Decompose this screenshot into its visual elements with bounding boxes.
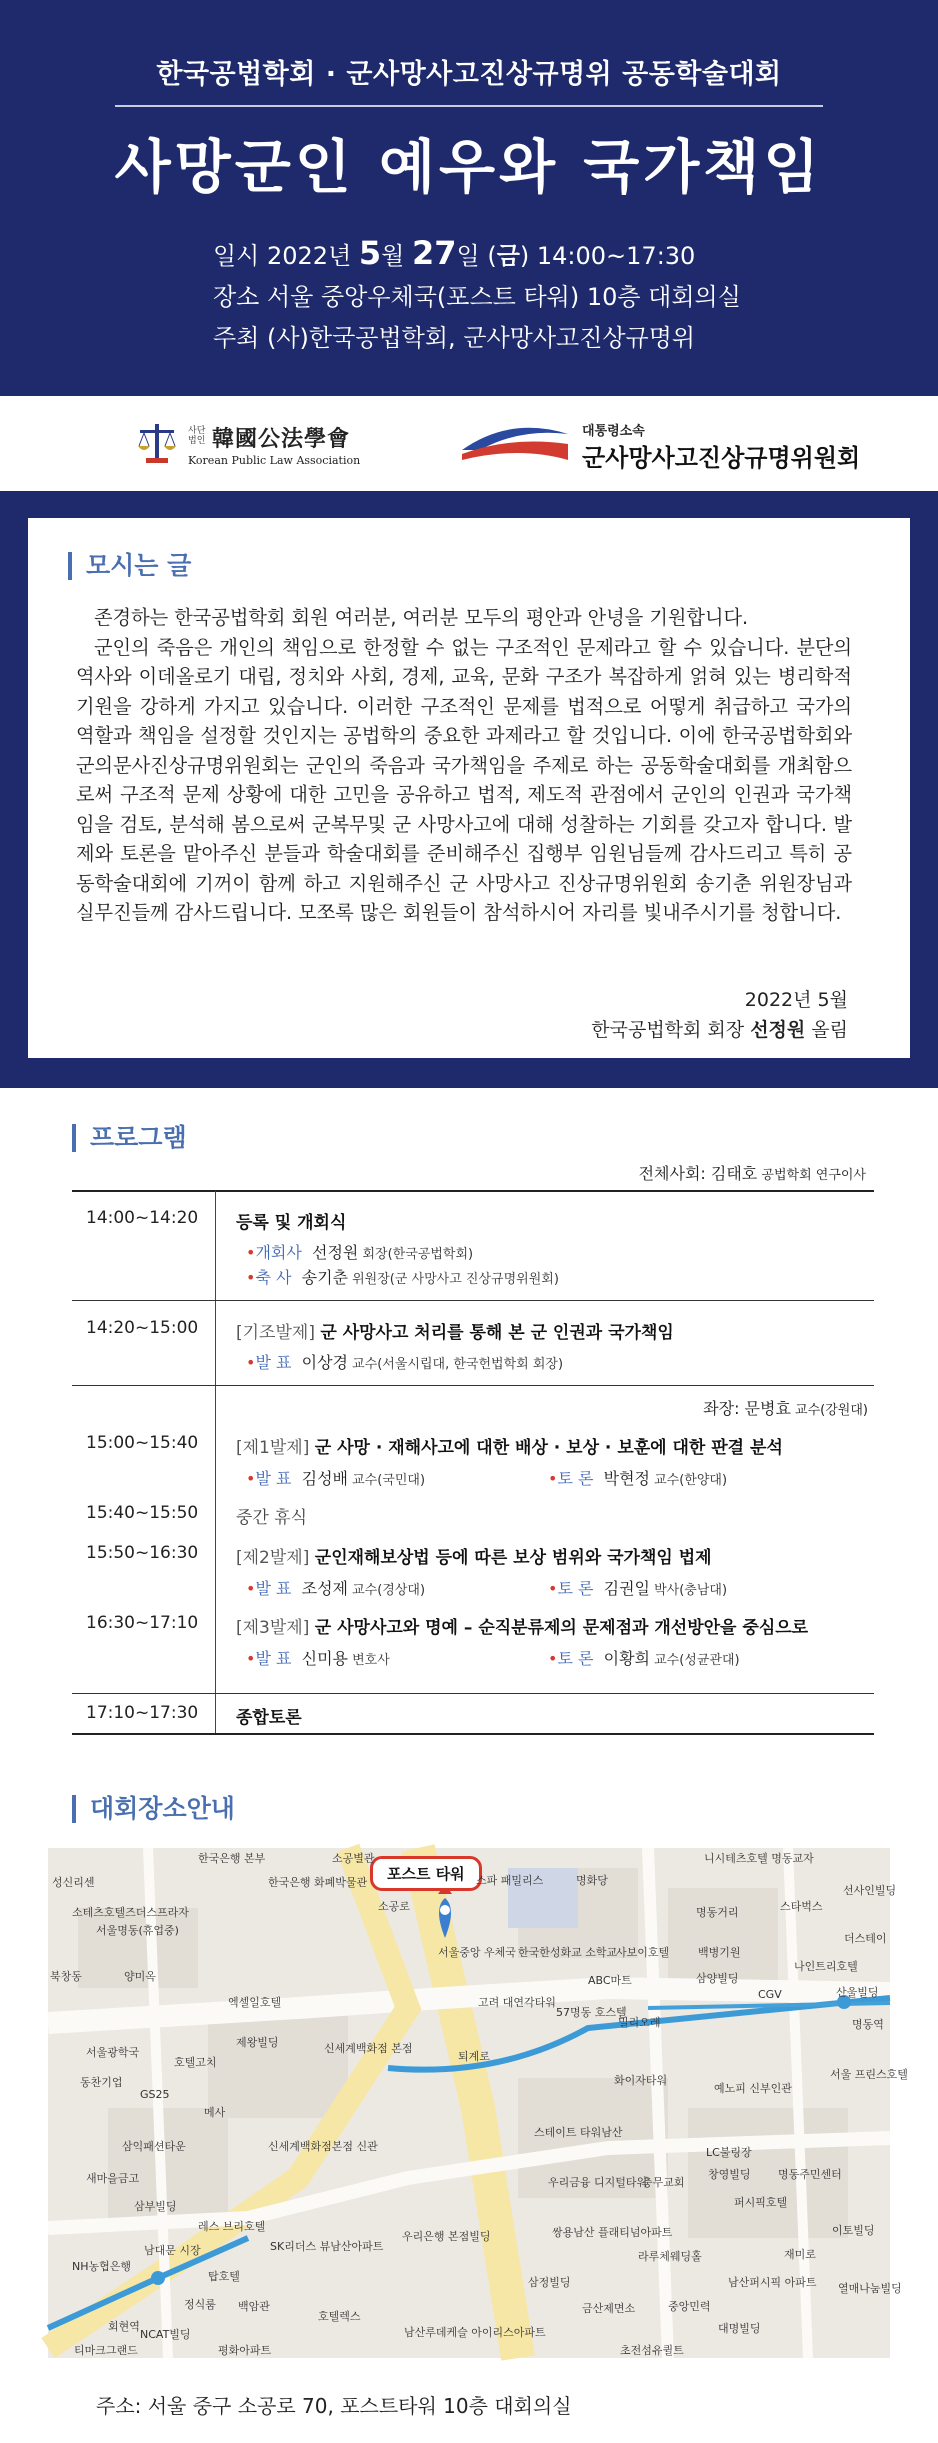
map-label: 신세계백화점 본점 — [324, 2042, 413, 2055]
commission-name: 군사망사고진상규명위원회 — [582, 444, 861, 472]
header-divider — [115, 105, 823, 107]
map-label: SK리더스 뷰남산아파트 — [270, 2240, 384, 2253]
map-label: 니시테츠호텔 명동교자 — [704, 1852, 814, 1865]
map-label: 창영빌딩 — [708, 2168, 751, 2181]
invitation-paragraph: 존경하는 한국공법학회 회원 여러분, 여러분 모두의 평안과 안녕을 기원합니다. — [94, 606, 749, 629]
map-label: 고려 대연각타워 — [478, 1996, 556, 2009]
map-label: 신세계백화점본점 신관 — [268, 2140, 378, 2153]
map-label: 서울 프린스호텔 — [830, 2068, 908, 2081]
program-role: •축 사 송기춘 위원장(군 사망사고 진상규명위원회) — [246, 1268, 559, 1287]
program-item-title: [제3발제] 군 사망사고와 명예 – 순직분류제의 문제점과 개선방안을 중심으로 — [236, 1618, 809, 1638]
map-label: 한국은행 본부 — [198, 1852, 266, 1865]
commission-sub: 대통령소속 — [582, 424, 645, 439]
map-label: 한국은행 화폐박물관 — [268, 1876, 368, 1889]
map-label: 평화아파트 — [218, 2344, 272, 2357]
map-label: 소테츠호텔즈더스프라자 — [72, 1906, 189, 1919]
map-label: 새마을금고 — [86, 2172, 140, 2185]
program-row-rule — [72, 1693, 874, 1694]
program-role: •발 표 조성제 교수(경상대) — [246, 1579, 426, 1598]
program-role: •개회사 선정원 회장(한국공법학회) — [246, 1243, 474, 1262]
venue-title: 대회장소안내 — [72, 1795, 235, 1823]
map-label: 산울빌딩 — [836, 1986, 879, 1999]
map-label: 남대문 시장 — [144, 2244, 201, 2257]
map-marker-label: 포스트 타워 — [370, 1856, 482, 1891]
kpla-hanja: 韓國公法學會 — [212, 426, 351, 452]
program-time: 17:10~17:30 — [86, 1703, 199, 1723]
commission-mark-icon — [460, 420, 570, 466]
map-label: CGV — [758, 1988, 782, 2001]
map-label: 우리은행 본점빌딩 — [402, 2230, 491, 2243]
map-label: 열매나눔빌딩 — [838, 2282, 902, 2295]
map-label: 우리금융 디지털타워 — [548, 2176, 648, 2189]
program-row-rule — [72, 1385, 874, 1386]
program-row-rule — [72, 1300, 874, 1301]
map-label: 스테이트 타워남산 — [534, 2126, 623, 2139]
map-label: 남산루데케슬 아이리스아파트 — [404, 2326, 546, 2339]
map-label: 퍼시픽호텔 — [734, 2196, 788, 2209]
map-label: 남산퍼시픽 아파트 — [728, 2276, 817, 2289]
program-mc: 전체사회: 김태호 공법학회 연구이사 — [638, 1164, 866, 1183]
program-role: •발 표 신미용 변호사 — [246, 1649, 390, 1668]
map-label: 서울광학국 — [86, 2046, 140, 2059]
map-label: NH농협은행 — [72, 2260, 132, 2273]
program-item-title: [제1발제] 군 사망 · 재해사고에 대한 배상 · 보상 · 보훈에 대한 판결 분석 — [236, 1438, 783, 1458]
program-column-divider — [215, 1694, 216, 1734]
program-role: •토 론 김권일 박사(충남대) — [548, 1579, 728, 1598]
map-label: 제왕빌딩 — [236, 2036, 279, 2049]
program-item-title: [제2발제] 군인재해보상법 등에 따른 보상 범위와 국가책임 법제 — [236, 1548, 712, 1568]
map-label: 소공별관 — [332, 1852, 375, 1865]
map-label: 사보이호텔 — [616, 1946, 670, 1959]
org-line: 한국공법학회 · 군사망사고진상규명위 공동학술대회 — [156, 59, 782, 90]
map-label: 명화당 — [576, 1874, 608, 1887]
map-label: 서울중앙 우체국 — [438, 1946, 516, 1959]
map-label: 예노피 신부인관 — [714, 2082, 792, 2095]
map-label: 명동주민센터 — [778, 2168, 842, 2181]
map-label: 중앙민력 — [668, 2300, 711, 2313]
event-host: 주최 (사)한국공법학회, 군사망사고진상규명위 — [213, 324, 696, 352]
program-bottom-rule — [72, 1733, 874, 1735]
map-label: 나인트리호텔 — [794, 1960, 858, 1973]
map-label: 한국한성화교 소학교 — [518, 1946, 618, 1959]
venue-address: 주소: 서울 중구 소공로 70, 포스트타워 10층 대회의실 — [96, 2394, 572, 2418]
invitation-date: 2022년 5월 — [744, 989, 848, 1011]
program-role: •발 표 이상경 교수(서울시립대, 한국헌법학회 회장) — [246, 1353, 564, 1372]
map-label: 대명빌딩 — [718, 2322, 761, 2335]
map-label: 백암관 — [238, 2300, 270, 2313]
program-role: •토 론 박현정 교수(한양대) — [548, 1469, 728, 1488]
program-time: 15:50~16:30 — [86, 1543, 199, 1563]
venue-map[interactable] — [48, 1848, 908, 2358]
invitation-paragraph: 군인의 죽음은 개인의 책임으로 한정할 수 없는 구조적인 문제라고 할 수 있습니다. 분단의 역사와 이데올로기 대립, 정치와 사회, 경제, 교육, 문화 구조가 복잡하게 얽혀 있는 병리학적 기원을 강하게 가지고 있습니다. 이러한 구조적인 문제를 법적으로 어떻게 취급하고 국가의 역할과 책임을 설정할 것인지는 공법학의 중요한 과제라고 할 것입니다. 이에 한국공법학회와 군의문사진상규명위원회는 군인의 죽음과 국가책임을 주제로 하는 공동학술대회를 개최함으로써 구조적 문제 상황에 대한 고민을 공유하고 법적, 제도적 관점에서 군인의 인권과 국가책임을 검토, 분석해 봄으로써 군복무및 군 사망사고에 대해 성찰하는 기회를 갖고자 합니다. 발제와 토론을 맡아주신 분들과 학술대회를 준비해주신 집행부 임원님들께 감사드리고 특히 공동학술대회에 기꺼이 함께 하고 지원해주신 군 사망사고 진상규명위원회 송기춘 위원장님과 실무진들께 감사드립니다. 모쪼록 많은 회원들이 참석하시어 자리를 빛내주시기를 청합니다. — [76, 635, 852, 924]
program-time: 14:00~14:20 — [86, 1208, 199, 1228]
map-label: 57명동 호스텔 — [556, 2006, 627, 2019]
program-time: 16:30~17:10 — [86, 1613, 199, 1633]
program-column-divider — [215, 1191, 216, 1693]
map-label: LC불링장 — [706, 2146, 752, 2159]
map-label: 삼부빌딩 — [134, 2200, 177, 2213]
invitation-signature: 한국공법학회 회장 선정원 올림 — [591, 1019, 848, 1041]
map-label: 서울명동(휴업중) — [96, 1924, 179, 1937]
scales-icon — [132, 418, 182, 468]
map-label: 성신리센 — [52, 1876, 95, 1889]
program-item-title: 등록 및 개회식 — [236, 1213, 347, 1233]
map-label: 탑호텔 — [208, 2270, 240, 2283]
program-item-title: [기조발제] 군 사망사고 처리를 통해 본 군 인권과 국가책임 — [236, 1323, 674, 1343]
program-role: •토 론 이황희 교수(성균관대) — [548, 1649, 740, 1668]
map-label: NCAT빌딩 — [140, 2328, 191, 2341]
kpla-english: Korean Public Law Association — [188, 454, 361, 467]
map-label: 소공로 — [378, 1900, 410, 1913]
commission-logo — [460, 414, 861, 474]
map-label: 선사인빌딩 — [843, 1884, 897, 1897]
map-label: GS25 — [140, 2088, 170, 2101]
header-banner — [0, 0, 938, 396]
program-time: 15:40~15:50 — [86, 1503, 199, 1523]
map-label: 북창동 — [50, 1970, 82, 1983]
map-label: 라루체웨딩홀 — [638, 2250, 702, 2263]
map-label: 엑셀일호텔 — [228, 1996, 282, 2009]
map-label: 동찬기업 — [80, 2076, 123, 2089]
map-label: 회현역 — [108, 2320, 140, 2333]
logo-band — [0, 396, 938, 491]
map-label: 호텔렉스 — [318, 2310, 361, 2323]
page-title: 사망군인 예우와 국가책임 — [114, 133, 824, 201]
map-label: 재미로 — [784, 2248, 816, 2261]
map-label: 이토빌딩 — [832, 2224, 875, 2237]
map-label: 더스테이 — [844, 1932, 887, 1945]
program-chair: 좌장: 문병효 교수(강원대) — [703, 1399, 868, 1418]
map-label: 화이자타워 — [614, 2074, 668, 2087]
map-label: 양미옥 — [124, 1970, 156, 1983]
program-item-title: 중간 휴식 — [236, 1508, 308, 1528]
map-label: 초전섬유퀼트 — [620, 2344, 684, 2357]
map-label: 스파 패밀리스 — [476, 1874, 544, 1887]
kpla-small-label: 사단 법인 — [188, 426, 206, 446]
map-label: 쌍용남산 플래티넘아파트 — [552, 2226, 673, 2239]
map-label: 백병기원 — [698, 1946, 741, 1959]
map-label: 삼양빌딩 — [696, 1972, 739, 1985]
map-label: 삼익패션타운 — [122, 2140, 186, 2153]
program-time: 15:00~15:40 — [86, 1433, 199, 1453]
invitation-letter — [76, 603, 852, 928]
program-time: 14:20~15:00 — [86, 1318, 199, 1338]
map-label: 명동거리 — [696, 1906, 739, 1919]
map-label: 금산제면소 — [582, 2302, 636, 2315]
program-title: 프로그램 — [72, 1124, 187, 1152]
map-label: 메사 — [204, 2106, 226, 2119]
program-top-rule — [72, 1190, 874, 1192]
map-label: 충무교회 — [642, 2176, 685, 2189]
map-label: 삼정빌딩 — [528, 2276, 571, 2289]
event-place: 장소 서울 중앙우체국(포스트 타워) 10층 대회의실 — [213, 283, 741, 311]
map-label: 밀리오레 — [618, 2016, 661, 2029]
program-item-title: 종합토론 — [236, 1708, 302, 1728]
map-label: 호텔고치 — [174, 2056, 217, 2069]
map-label: 명동역 — [852, 2018, 884, 2031]
map-label: 퇴계로 — [458, 2050, 490, 2063]
kpla-logo — [132, 414, 402, 474]
program-role: •발 표 김성배 교수(국민대) — [246, 1469, 426, 1488]
invitation-title: 모시는 글 — [68, 552, 191, 580]
map-label: 스타벅스 — [780, 1900, 823, 1913]
map-label: ABC마트 — [588, 1974, 632, 1987]
map-label: 정식룸 — [184, 2298, 216, 2311]
map-label: 레스 브리호텔 — [198, 2220, 266, 2233]
event-date: 일시 2022년 5월 27일 (금) 14:00~17:30 — [213, 234, 696, 272]
map-label: 티마크그랜드 — [74, 2344, 138, 2357]
